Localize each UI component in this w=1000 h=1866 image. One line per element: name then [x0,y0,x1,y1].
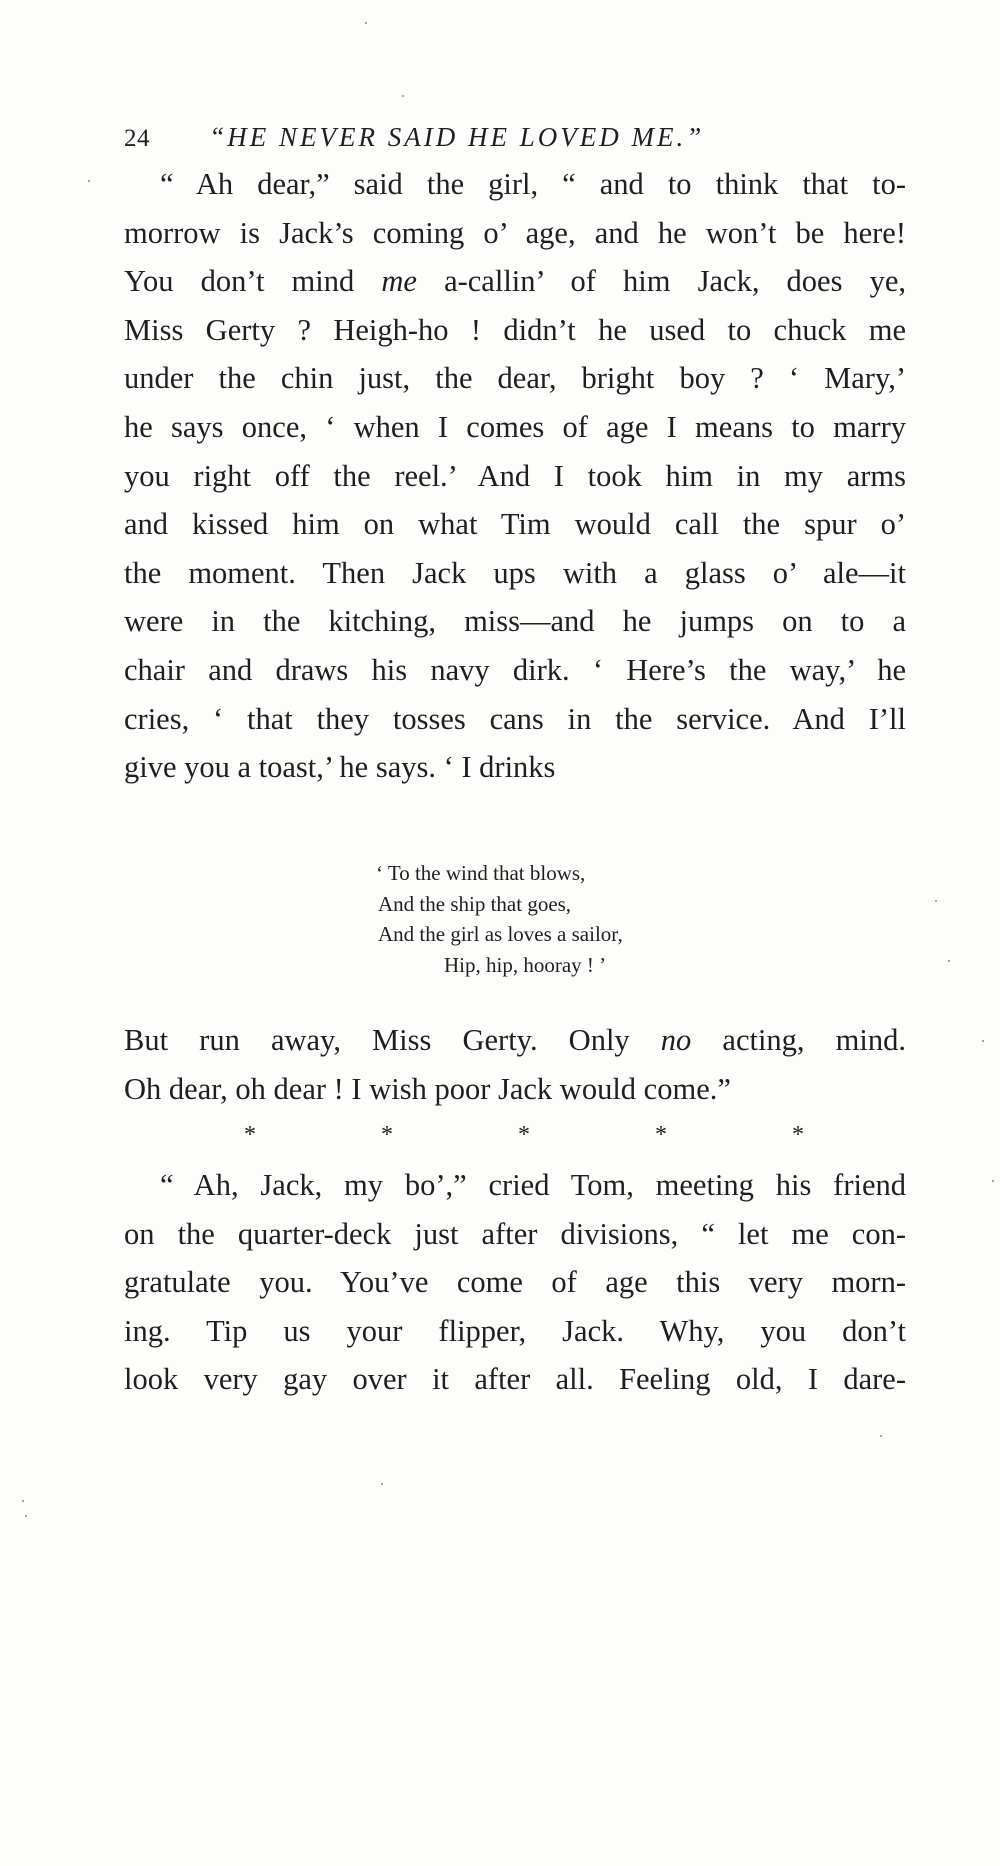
text-line: chair and draws his navy dirk. ‘ Here’s the way,’ he [124,652,906,687]
text-line: the moment. Then Jack ups with a glass o’ ale—it [124,555,906,590]
text-line: were in the kitching, miss—and he jumps on to a [124,604,906,639]
separator-star: * [381,1122,393,1148]
text-line: morrow is Jack’s coming o’ age, and he won’t be here! [124,215,906,250]
verse-line: ‘ To the wind that blows, [376,861,586,885]
paragraph-3 [124,1161,906,1404]
text-line: Miss Gerty ? Heigh-ho ! didn’t he used to chuck me [124,312,906,347]
paragraph-2 [124,1016,906,1113]
text-line: ing. Tip us your flipper, Jack. Why, you don’t [124,1313,906,1348]
text-line: on the quarter-deck just after divisions, “ let me con- [124,1216,906,1251]
separator-star: * [518,1122,530,1148]
text-line: “ Ah dear,” said the girl, “ and to think that to- [160,167,906,201]
scan-speck [982,1040,984,1042]
text-line [124,1016,906,1065]
text-line: and kissed him on what Tim would call the spur o’ [124,507,906,542]
scan-speck [381,1483,383,1485]
scan-speck [935,900,937,902]
scan-speck [992,1180,994,1182]
scan-speck [948,960,950,962]
scan-speck [25,1515,27,1517]
paragraph-1 [124,160,906,792]
text-line: he says once, ‘ when I comes of age I means to marry [124,409,906,444]
verse-line: And the girl as loves a sailor, [378,922,623,946]
page-number: 24 [124,125,150,152]
verse-quote [376,858,796,980]
text-line: gratulate you. You’ve come of age this very morn- [124,1265,906,1300]
verse-line: And the ship that goes, [378,891,572,916]
text-line: under the chin just, the dear, bright boy ? ‘ Mary,’ [124,361,906,396]
text-line: look very gay over it after all. Feeling old, I dare- [124,1362,906,1397]
text-line: Oh dear, oh dear ! I wish poor Jack would come.” [124,1071,731,1106]
scan-speck [402,95,404,97]
scan-speck [88,180,90,182]
text-line: cries, ‘ that they tosses cans in the service. And I’ll [124,701,906,736]
verse-line: Hip, hip, hooray ! ’ [444,952,607,977]
running-title: “HE NEVER SAID HE LOVED ME.” [209,122,705,152]
separator-star: * [655,1122,667,1148]
page-header [124,122,904,153]
scan-speck [365,22,367,24]
text-line [124,257,906,306]
italic-word: no [660,1023,692,1057]
text-line: “ Ah, Jack, my bo’,” cried Tom, meeting his friend [160,1168,906,1202]
scan-speck [880,1435,882,1437]
text-fragment: a-callin’ of him Jack, does ye, [416,264,906,299]
text-fragment: acting, mind. [691,1023,906,1057]
separator-star: * [792,1122,804,1148]
text-line: give you a toast,’ he says. ‘ I drinks [124,750,556,785]
text-line: you right off the reel.’ And I took him in my arms [124,458,906,493]
italic-word: me [381,264,417,299]
text-fragment: But run away, Miss Gerty. Only [124,1023,661,1057]
text-fragment: You don’t mind [124,264,382,299]
section-separator [244,1122,804,1149]
separator-star: * [244,1122,256,1148]
scan-speck [22,1500,24,1502]
